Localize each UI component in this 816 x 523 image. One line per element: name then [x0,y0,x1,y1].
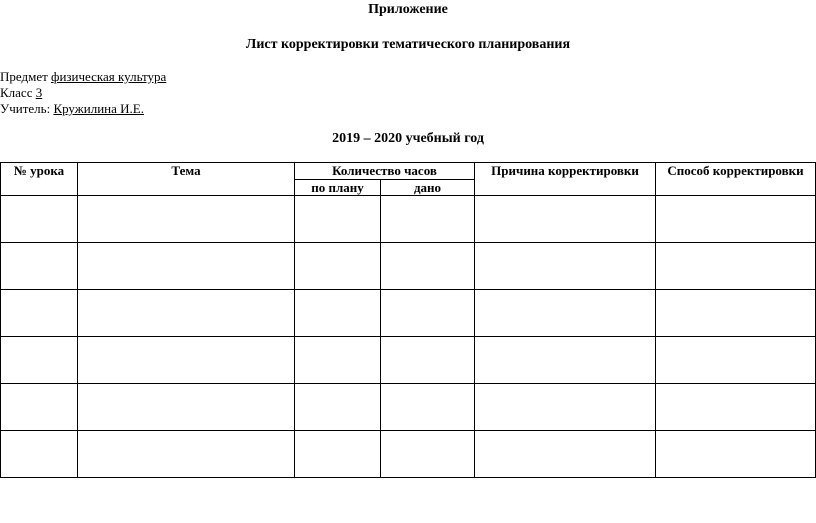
correction-table [0,162,816,478]
table-row [1,337,816,384]
table-cell [1,290,78,337]
table-row [1,196,816,243]
table-cell [475,337,656,384]
class-value: 3 [35,85,43,100]
table-cell [381,196,475,243]
sheet-title: Лист корректировки тематического планирования [245,37,571,52]
table-cell [475,196,656,243]
table-cell [78,337,295,384]
table-cell [78,431,295,478]
col-topic: Тема [78,163,295,196]
table-cell [475,384,656,431]
table-cell [295,290,381,337]
table-cell [78,243,295,290]
table-cell [78,196,295,243]
table-cell [656,337,816,384]
table-cell [656,290,816,337]
col-method: Способ корректировки [656,163,816,196]
table-row [1,243,816,290]
table-cell [475,243,656,290]
table-cell [381,243,475,290]
table-cell [1,431,78,478]
table-row [1,290,816,337]
table-cell [78,290,295,337]
table-cell [381,290,475,337]
teacher-label: Учитель: [0,101,54,116]
table-cell [381,337,475,384]
table-cell [475,431,656,478]
table-cell [1,384,78,431]
table-cell [1,337,78,384]
col-lesson-number: № урока [1,163,78,196]
subject-value: физическая культура [51,69,167,84]
table-cell [1,196,78,243]
table-cell [295,431,381,478]
table-cell [295,243,381,290]
col-hours: Количество часов [295,163,475,180]
teacher-line [0,101,144,116]
class-label: Класс [0,85,36,100]
table-cell [295,384,381,431]
col-reason: Причина корректировки [475,163,656,196]
col-hours-plan: по плану [295,180,381,196]
table-cell [656,243,816,290]
table-row [1,431,816,478]
school-year: 2019 – 2020 учебный год [332,131,484,146]
appendix-title: Приложение [368,2,448,17]
table-cell [656,196,816,243]
table-cell [656,431,816,478]
col-hours-given: дано [381,180,475,196]
table-cell [656,384,816,431]
table-cell [381,384,475,431]
subject-label: Предмет [0,69,52,84]
class-line [0,85,42,100]
table-cell [295,196,381,243]
teacher-value: Кружилина И.Е. [53,101,144,116]
table-cell [1,243,78,290]
table-row [1,384,816,431]
table-cell [295,337,381,384]
subject-line [0,69,166,84]
table-cell [381,431,475,478]
table-cell [475,290,656,337]
table-cell [78,384,295,431]
